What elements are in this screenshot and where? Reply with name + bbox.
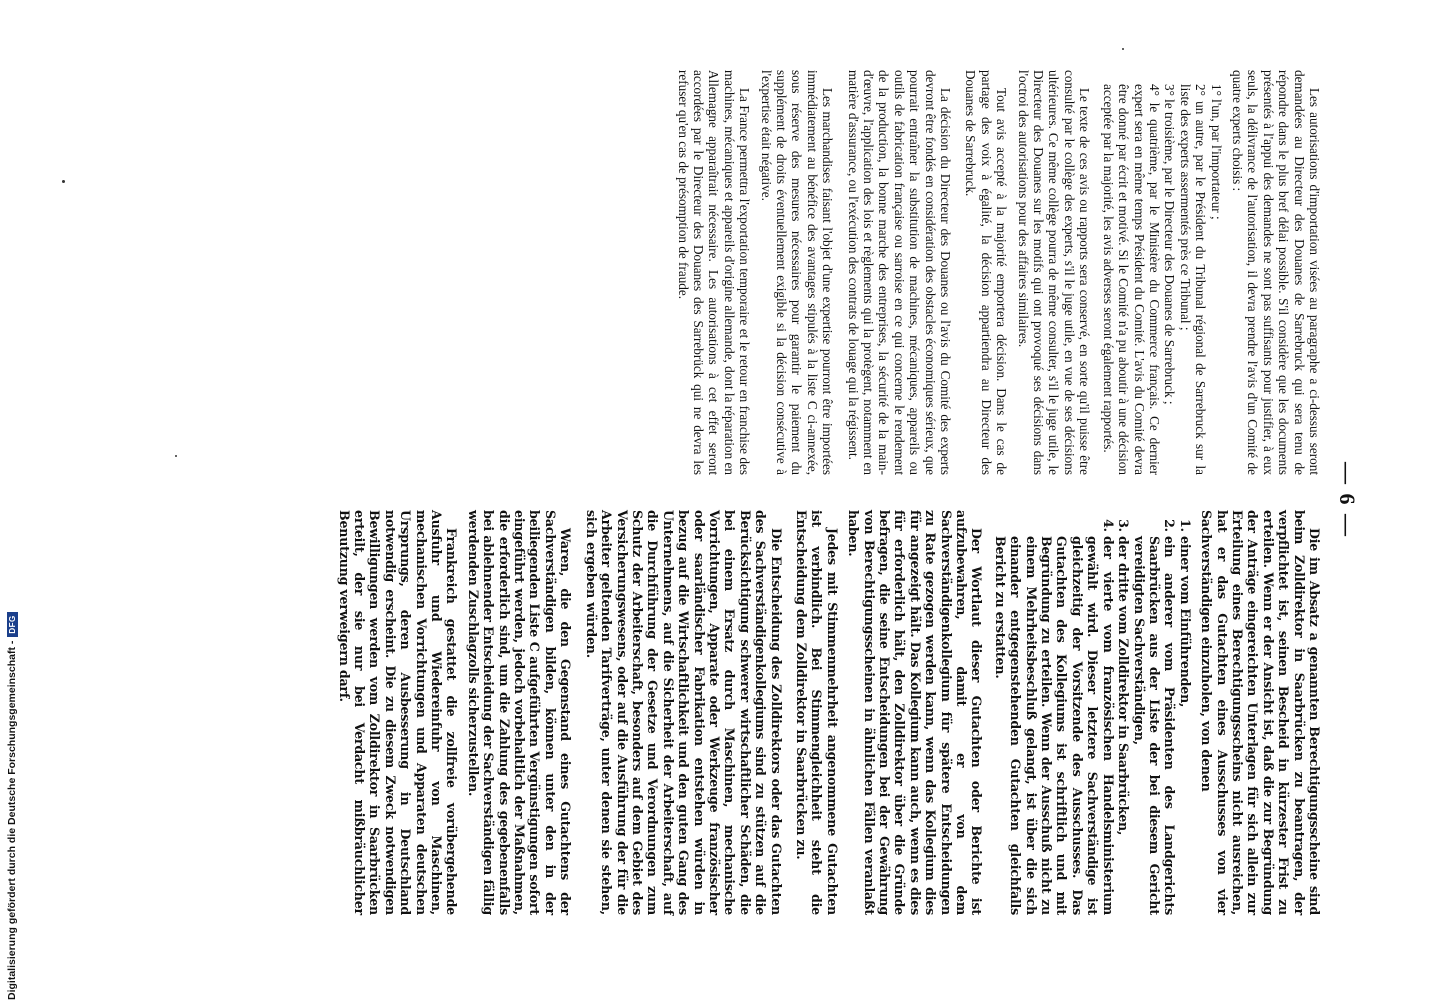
list-item: 4° le quatrième, par le Ministère du Commerce français. Ce dernier expert sera en même temps Président du Comité. L'avis du Comité devra être donné par écrit et motivé. Si le Comité n'a pu aboutir à une décision acceptée par la majorité, les avis adverses seront également rapportés. [1100,84,1162,475]
list-item: 1° l'un, par l'importateur ; [1208,84,1224,220]
french-column [669,70,1322,475]
list-item: 3. der dritte vom Zolldirektor in Saarbrücken, [1116,536,1131,915]
paragraph: Waren, die den Gegenstand eines Gutachtens der Sachverständigen bilden, können unter den in der beiliegenden Liste C aufgeführten Vergünstigungen sofort eingeführt werden, jedoch vorbehaltlich der Maßnahmen, die erforderlich sind, um die Zahlung des gegebenenfalls bei ablehnender Entscheidung der Sachverständigen fällig werdenden Zuschlagzolls sicherzustellen. [465,510,574,915]
paragraph: La France permettra l'exportation temporaire et le retour en franchise des machines, mécaniques et appareils d'origine allemande, dont la réparation en Allemagne apparaîtrait nécessaire. Les autorisations à cet effet seront accordées par le Directeur des Douanes des Sarrebrück qui ne devra les refuser qu'en cas de présomption de fraude. [675,70,753,475]
experts-list [992,510,1192,915]
scan-speck [62,180,65,183]
paragraph: Les marchandises faisant l'objet d'une expertise pourront être importées immédiatement au bénéfice des avantages stipulés à la liste C ci-annexée, sous réserve des mesures nécessaires pour garantir le paiement du supplément de droits éventuellement exigible si la décision consécutive à l'expertise était négative. [758,70,836,475]
digitization-credit [6,600,18,1000]
paragraph: Frankreich gestattet die zollfreie vorübergehende Ausfuhr und Wiedereinfuhr von Maschinen, mechanischen Vorrichtungen und Apparaten deutschen Ursprungs, deren Ausbesserung in Deutschland notwendig erscheint. Die zu diesem Zweck notwendigen Bewilligungen werden vom Zolldirektor in Saarbrücken erteilt, der sie nur bei Verdacht mißbräuchlicher Benutzung verweigern darf. [336,510,460,915]
german-column [330,510,1322,915]
list-item: 4. der vierte vom französischen Handelsministerium gewählt wird. Dieser letztere Sachverständige ist gleichzeitig der Vorsitzende des Ausschusses. Das Gutachten des Kollegiums ist schriftlich und mit Begründung zu erteilen. Wenn der Ausschuß nicht zu einem Mehrheitsbeschluß gelangt, ist über die sich einander entgegenstehenden Gutachten gleichfalls Bericht zu erstatten. [992,536,1115,915]
document-page [170,70,1360,930]
list-item: 2° un autre, par le Président du Tribunal régional de Sarrebruck sur la liste des experts assermentés près ce Tribunal ; [1177,84,1209,475]
scan-speck [1122,48,1124,50]
paragraph: Les autorisations d'importation visées au paragraphe a ci-dessus seront demandées au Directeur des Douanes de Sarrebruck qui sera tenu de répondre dans le plus bref délai possible. S'il considère que les documents présentés à l'appui des demandes ne sont pas suffisants pour justifier, à eux seuls, la délivrance de l'autorisation, il devra prendre l'avis d'un Comité de quatre experts choisis : [1229,70,1322,475]
paragraph: Le texte de ces avis ou rapports sera conservé, en sorte qu'il puisse être consulté par le collège des experts, s'il le juge utile, en vue de ses décisions ultérieures. Ce même collège pourra de même consulter, s'il le juge utile, le Directeur des Douanes sur les motifs qui ont provoqué ses décisions dans l'octroi des autorisations pour des affaires similaires. [1015,70,1093,475]
paragraph: Jedes mit Stimmenmehrheit angenommene Gutachten ist verbindlich. Bei Stimmengleichheit steht die Entscheidung dem Zolldirektor in Saarbrücken zu. [794,510,840,915]
page-number: — 6 — [1335,462,1360,538]
paragraph: La décision du Directeur des Douanes ou l'avis du Comité des experts devront être fondés en considération des obstacles économiques sérieux, que pourrait entraîner la substitution de machines, mécaniques, appareils ou outils de fabrication française ou sarroise en ce qui concerne le rendement de la production, la bonne marche des entreprises, la sécurité de la main-d'œuvre, l'application des lois et règlements qui la protègent, notamment en matière d'assurance, ou l'exécution des contrats de louage qui la régissent. [845,70,954,475]
dfg-logo: DFG [7,612,18,636]
list-item: 1. einer vom Einführenden, [1177,536,1192,915]
paragraph: Die im Absatz a genannten Berechtigungsscheine sind beim Zolldirektor in Saarbrücken zu beantragen, der verpflichtet ist, seinen Bescheid in kürzester Frist zu erteilen. Wenn er der Ansicht ist, daß die zur Begründung der Anträge eingereichten Unterlagen für sich allein zur Erteilung eines Berechtigungsscheins nicht ausreichen, hat er das Gutachten eines Ausschusses von vier Sachverständigen einzuholen, von denen [1199,510,1322,915]
list-item: 3° le troisième, par le Directeur des Douanes de Sarrebruck ; [1162,84,1178,405]
experts-list [1100,70,1223,475]
paragraph: Die Entscheidung des Zolldirektors oder das Gutachten des Sachverständigenkollegiums sind zu stützen auf die Berücksichtigung schwerer wirtschaftlicher Schäden, die bei einem Ersatz durch Maschinen, mechanische Vorrichtungen, Apparate oder Werkzeuge französischer oder saarländischer Fabrikation entstehen würden in bezug auf die Wirtschaftlichkeit und den guten Gang des Unternehmens, auf die Sicherheit der Arbeiterschaft, auf die Durchführung der Gesetze und Verordnungen zum Schutz der Arbeiterschaft, besonders auf dem Gebiet des Versicherungswesens, oder auf die Ausführung der für die Arbeiter geltenden Tarifverträge, unter denen sie stehen, sich ergeben würden. [583,510,784,915]
paragraph: Tout avis accepté à la majorité emportera décision. Dans le cas de partage des voix à égalité, la décision appartiendra au Directeur des Douanes de Sarrebruck. [963,70,1010,475]
paragraph: Der Wortlaut dieser Gutachten oder Berichte ist aufzubewahren, damit er von dem Sachverständigenkollegium für spätere Entscheidungen zu Rate gezogen werden kann, wenn das Kollegium dies für angezeigt hält. Das Kollegium kann auch, wenn es dies für erforderlich hält, den Zolldirektor über die Gründe befragen, die seine Entscheidungen bei der Gewährung von Berechtigungsscheinen in ähnlichen Fällen veranlaßt haben. [846,510,985,915]
credit-text: Digitalisierung gefördert durch die Deutsche Forschungsgemeinschaft - [6,640,18,1000]
list-item: 2. ein anderer vom Präsidenten des Landgerichts Saarbrücken aus der Liste der bei diesem Gericht vereidigten Sachverständigen, [1131,536,1177,915]
